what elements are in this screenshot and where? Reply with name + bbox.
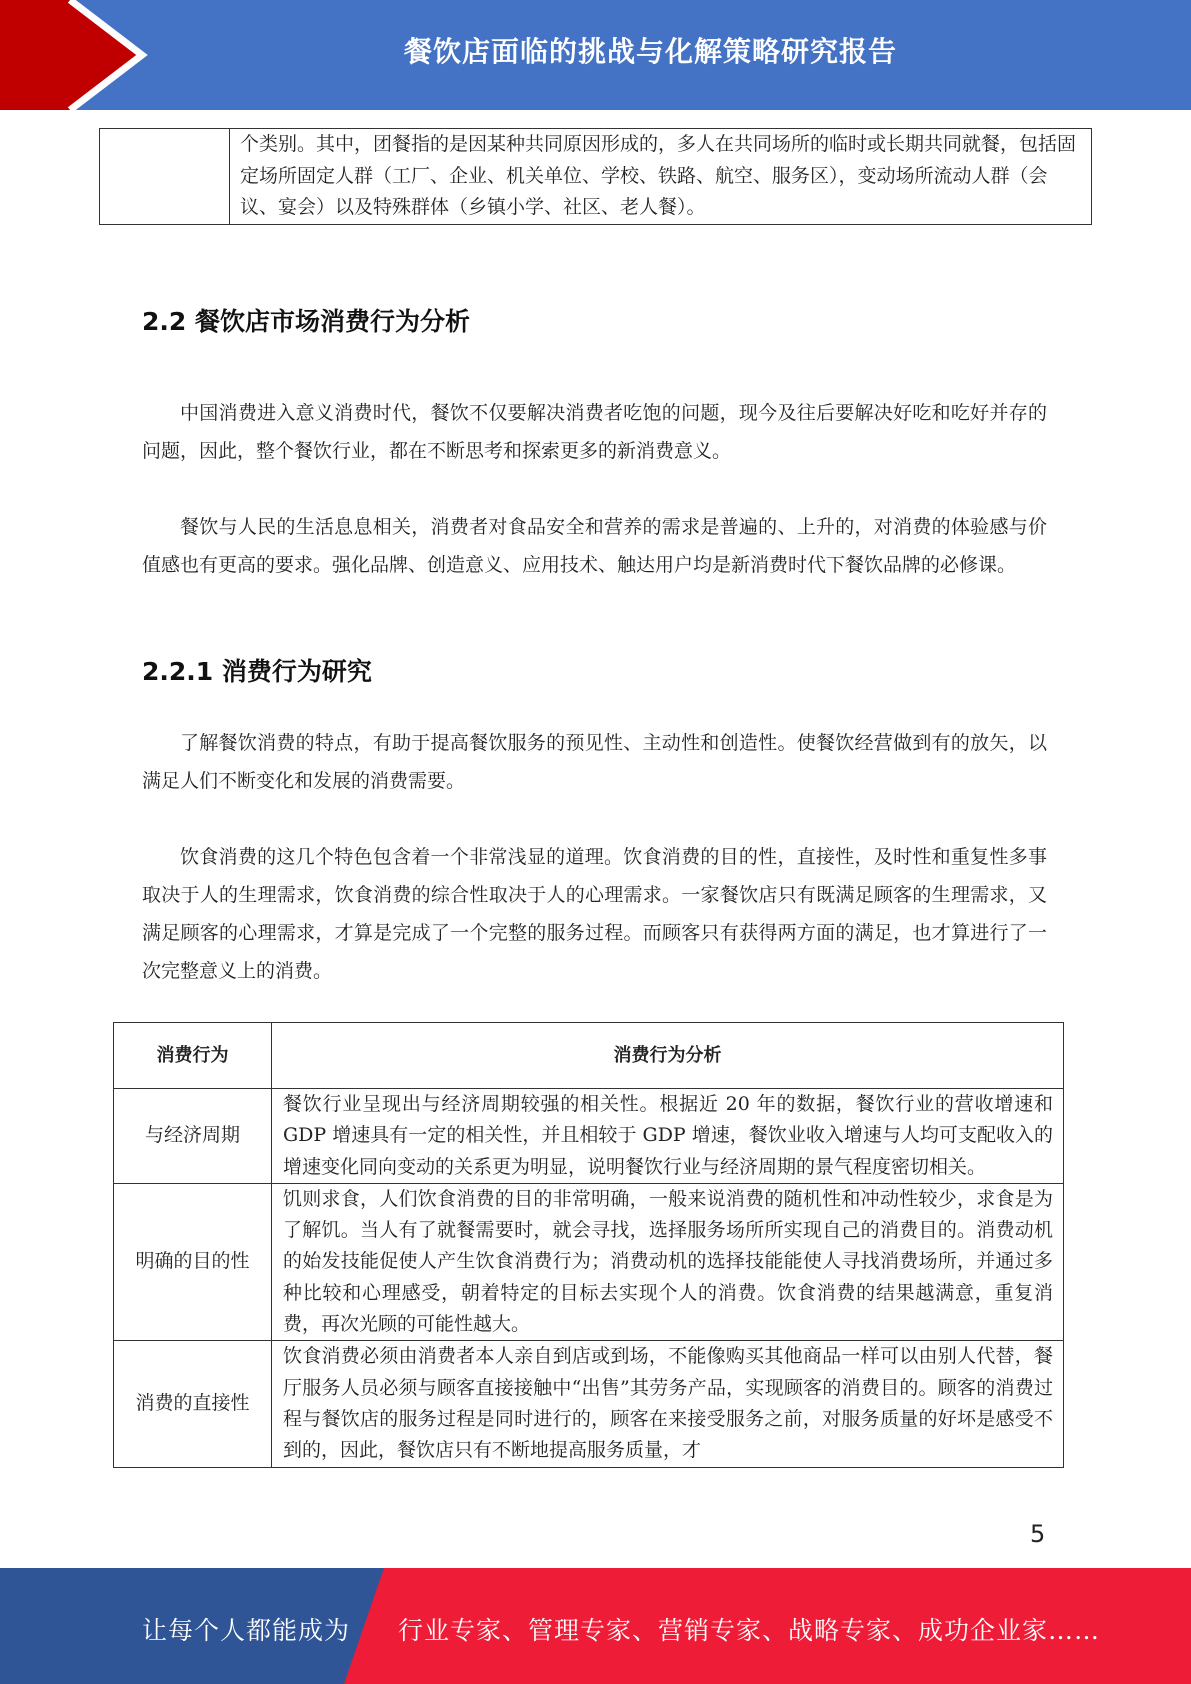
- table-row: [114, 1341, 1064, 1467]
- column-header-analysis: 消费行为分析: [272, 1023, 1064, 1089]
- page-number: 5: [1030, 1520, 1046, 1548]
- paragraph: 餐饮与人民的生活息息相关，消费者对食品安全和营养的需求是普遍的、上升的，对消费的体验感与价值感也有更高的要求。强化品牌、创造意义、应用技术、触达用户均是新消费时代下餐饮品牌的必修课。: [142, 516, 1047, 576]
- behavior-label: 与经济周期: [114, 1089, 272, 1184]
- page-footer: [0, 1568, 1191, 1684]
- report-title: 餐饮店面临的挑战与化解策略研究报告: [403, 35, 897, 68]
- behavior-analysis: 饮食消费必须由消费者本人亲自到店或到场，不能像购买其他商品一样可以由别人代替，餐厅服务人员必须与顾客直接接触中“出售”其劳务产品，实现顾客的消费目的。顾客的消费过程与餐饮店的服务过程是同时进行的，顾客在来接受服务之前，对服务质量的好坏是感受不到的，因此，餐饮店只有不断地提高服务质量，才: [272, 1341, 1064, 1467]
- subsection-heading: 2.2.1 消费行为研究: [142, 657, 372, 686]
- column-header-behavior: 消费行为: [114, 1023, 272, 1089]
- continued-table: [99, 128, 1092, 225]
- section-heading: 2.2 餐饮店市场消费行为分析: [142, 307, 470, 336]
- table-cell-continued-text: 个类别。其中，团餐指的是因某种共同原因形成的，多人在共同场所的临时或长期共同就餐，包括固定场所固定人群（工厂、企业、机关单位、学校、铁路、航空、服务区），变动场所流动人群（会议、宴会）以及特殊群体（乡镇小学、社区、老人餐）。: [230, 129, 1092, 225]
- footer-slogan-right: 行业专家、管理专家、营销专家、战略专家、成功企业家……: [398, 1616, 1101, 1645]
- paragraph: 中国消费进入意义消费时代，餐饮不仅要解决消费者吃饱的问题，现今及往后要解决好吃和吃好并存的问题，因此，整个餐饮行业，都在不断思考和探索更多的新消费意义。: [142, 402, 1047, 462]
- consumer-behavior-table: [113, 1022, 1064, 1468]
- table-row: [114, 1183, 1064, 1340]
- behavior-label: 消费的直接性: [114, 1341, 272, 1467]
- footer-slogan-left: 让每个人都能成为: [142, 1616, 351, 1645]
- table-row: [114, 1089, 1064, 1184]
- paragraph: 饮食消费的这几个特色包含着一个非常浅显的道理。饮食消费的目的性，直接性，及时性和重复性多事取决于人的生理需求，饮食消费的综合性取决于人的心理需求。一家餐饮店只有既满足顾客的生理需求，又满足顾客的心理需求，才算是完成了一个完整的服务过程。而顾客只有获得两方面的满足，也才算进行了一次完整意义上的消费。: [142, 846, 1047, 982]
- table-header-row: [114, 1023, 1064, 1089]
- page-header: [0, 0, 1191, 110]
- table-row: [100, 129, 1092, 225]
- table-cell-empty: [100, 129, 230, 225]
- behavior-analysis: 餐饮行业呈现出与经济周期较强的相关性。根据近 20 年的数据，餐饮行业的营收增速和 GDP 增速具有一定的相关性，并且相较于 GDP 增速，餐饮业收入增速与人均可支配收入的增速变化同向变动的关系更为明显，说明餐饮行业与经济周期的景气程度密切相关。: [272, 1089, 1064, 1184]
- behavior-label: 明确的目的性: [114, 1183, 272, 1340]
- paragraph: 了解餐饮消费的特点，有助于提高餐饮服务的预见性、主动性和创造性。使餐饮经营做到有的放矢，以满足人们不断变化和发展的消费需要。: [142, 732, 1047, 792]
- behavior-analysis: 饥则求食，人们饮食消费的目的非常明确，一般来说消费的随机性和冲动性较少，求食是为了解饥。当人有了就餐需要时，就会寻找，选择服务场所所实现自己的消费目的。消费动机的始发技能促使人产生饮食消费行为；消费动机的选择技能能使人寻找消费场所，并通过多种比较和心理感受，朝着特定的目标去实现个人的消费。饮食消费的结果越满意，重复消费，再次光顾的可能性越大。: [272, 1183, 1064, 1340]
